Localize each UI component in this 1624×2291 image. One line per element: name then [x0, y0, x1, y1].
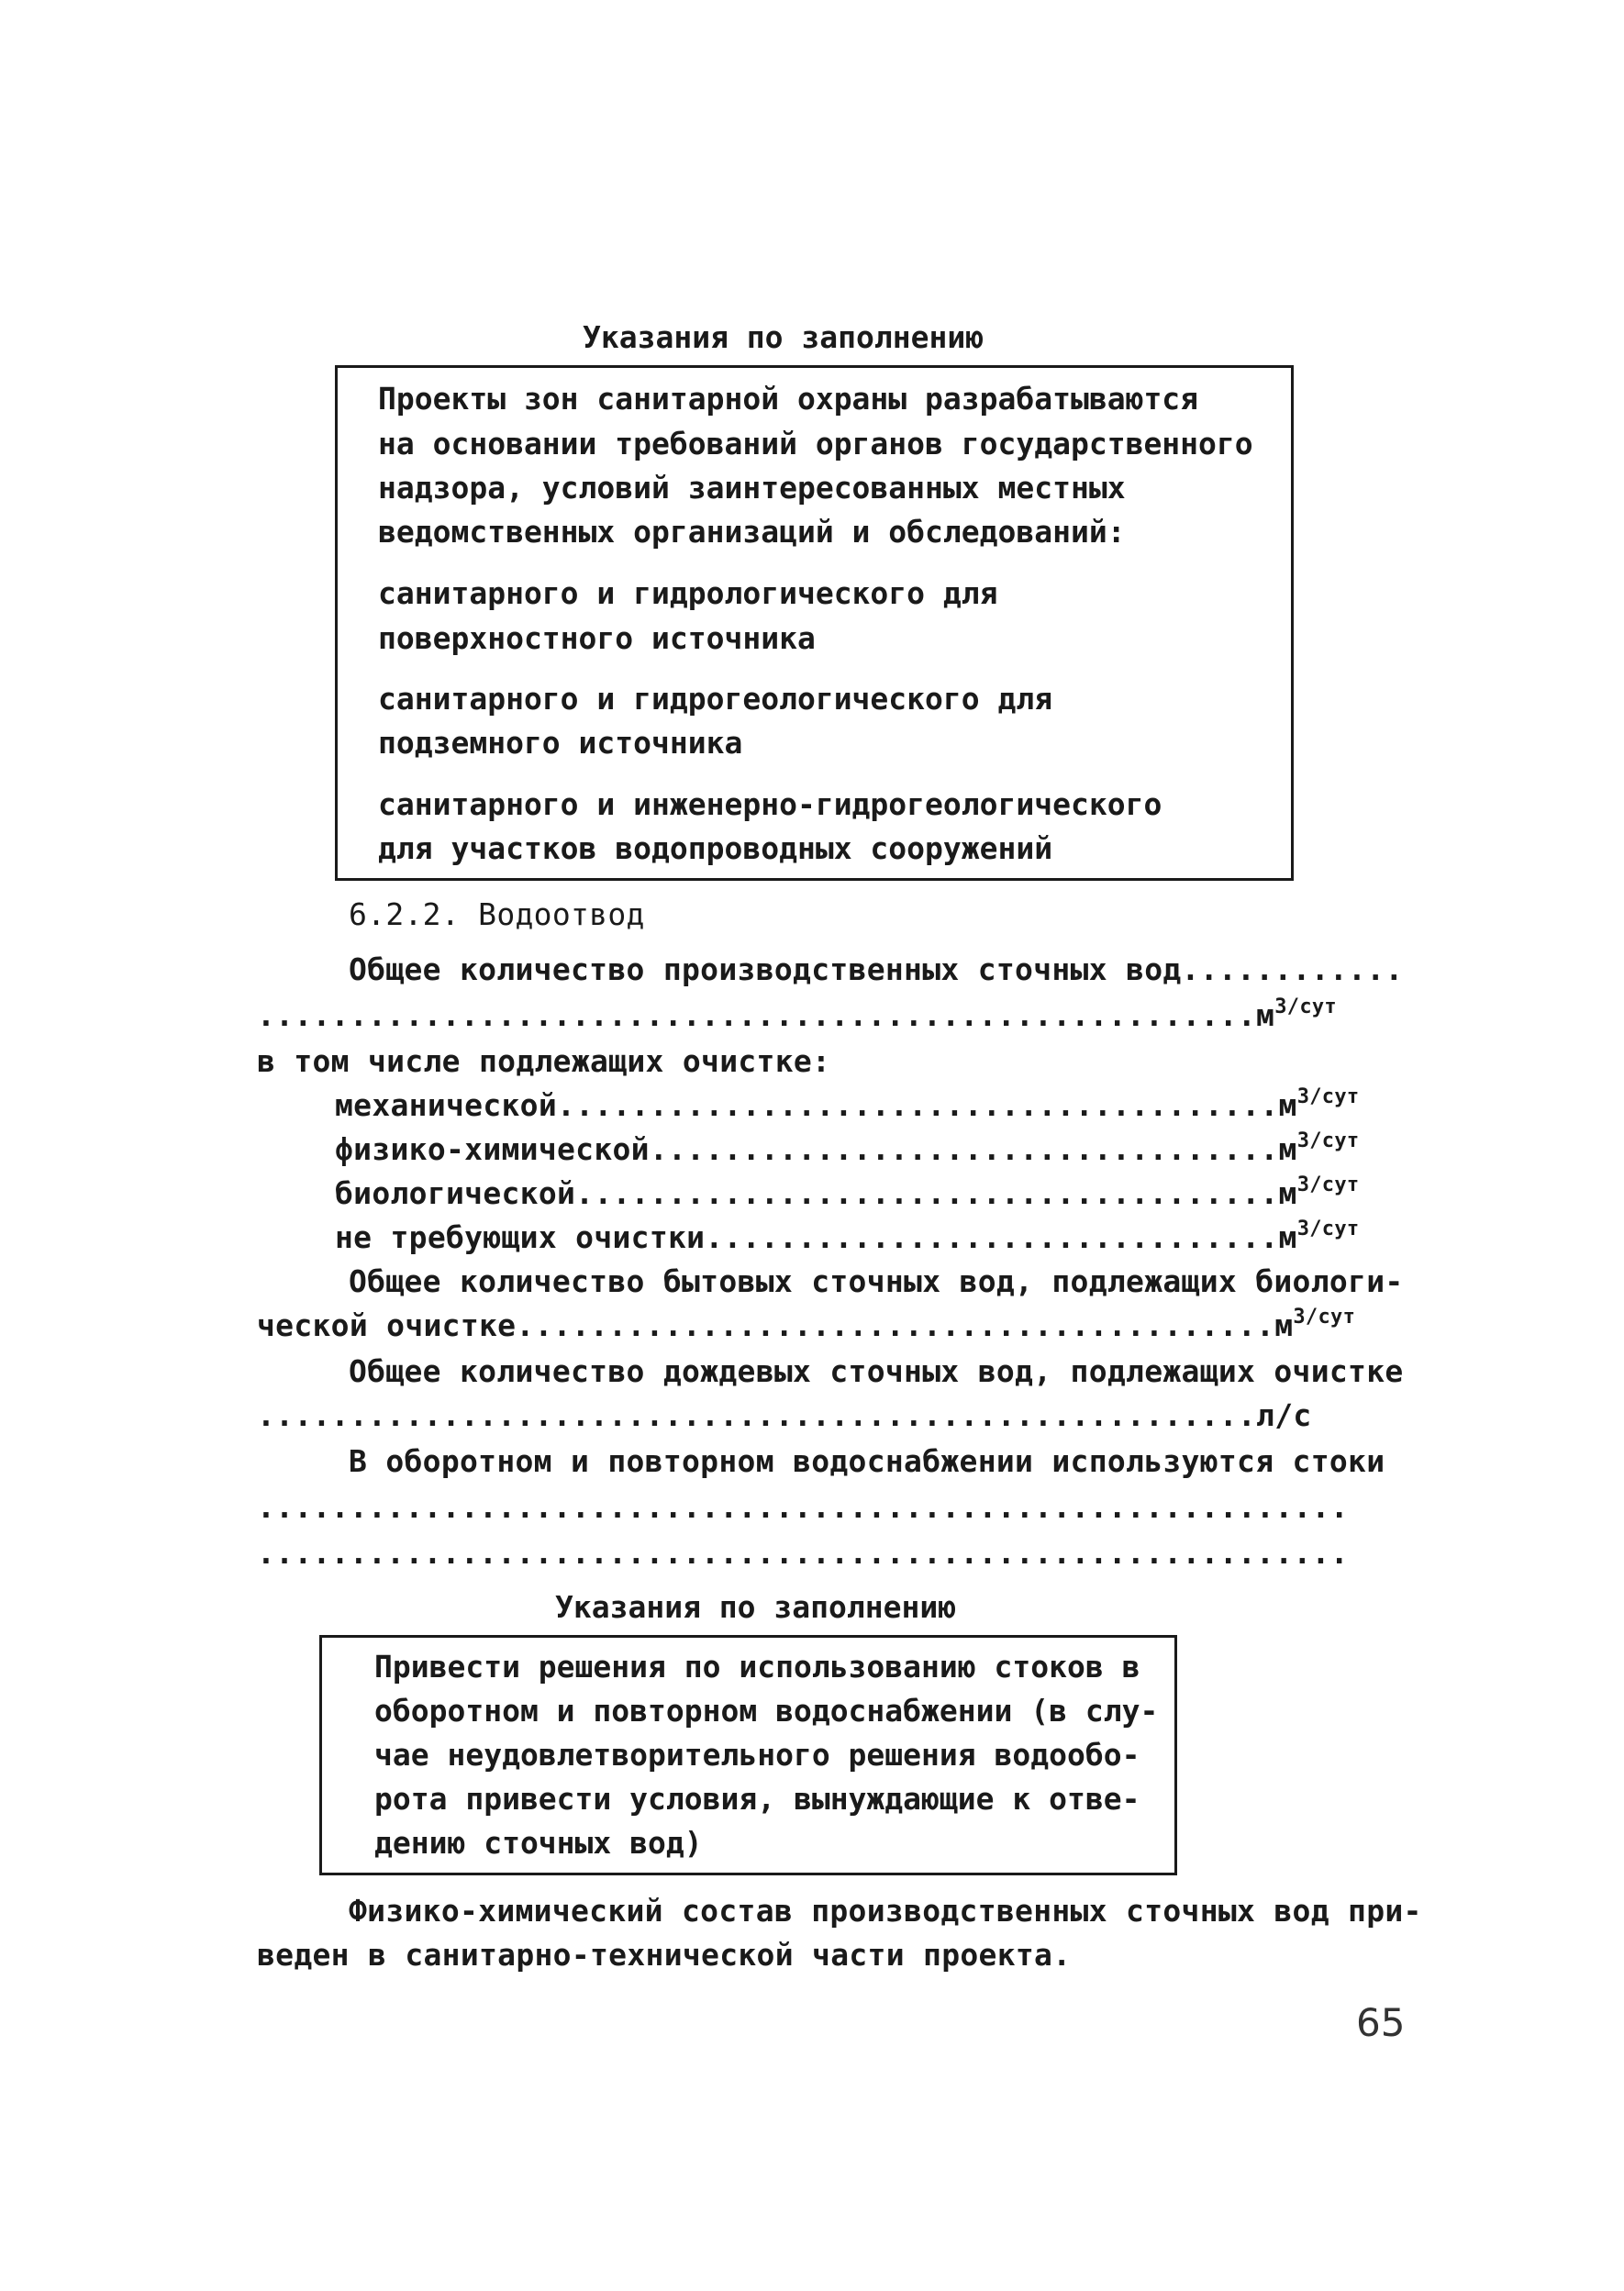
top-instruction-heading: Указания по заполнению [583, 319, 984, 355]
bottom-instruction-line: чае неудовлетворительного решения водообо- [374, 1737, 1140, 1773]
domestic-label: Общее количество бытовых сточных вод, подлежащих биологи- [349, 1263, 1404, 1299]
recycle-label: В оборотном и повторном водоснабжении используются стоки [349, 1443, 1385, 1479]
top-instruction-line: надзора, условий заинтересованных местных [378, 470, 1126, 506]
physchem-field: физико-$химической..................................м^{3/сут}$ [335, 1129, 1360, 1167]
biological-field: $биологической......................................м^{3/сут}$ [335, 1173, 1360, 1211]
top-instruction-line: для участков водопроводных сооружений [378, 830, 1053, 866]
bottom-instruction-heading: Указания по заполнению [555, 1589, 957, 1625]
top-instruction-line: Проекты зон санитарной охраны разрабатываются [378, 381, 1199, 417]
top-instruction-line: поверхностного источника [378, 620, 816, 656]
top-instruction-line: санитарного и инженерно-гидрогеологического [378, 786, 1162, 822]
rain-label: Общее количество дождевых сточных вод, подлежащих очистке [349, 1353, 1404, 1389]
bottom-instruction-line: Привести решения по использованию стоков в [374, 1649, 1140, 1685]
including-label: в том числе подлежащих очистке: [257, 1043, 831, 1079]
top-instruction-line: на основании требований органов государственного [378, 426, 1253, 462]
bottom-instruction-line: оборотном и повторном водоснабжении (в слу- [374, 1693, 1159, 1729]
recycle-field-2: ........................................................... [257, 1535, 1349, 1571]
total-industrial-label: Общее количество производственных сточных вод............ [349, 951, 1404, 987]
domestic-field: ческой $очистке.........................................м^{3/сут}$ [257, 1306, 1356, 1343]
footer-line-2: веден в санитарно-технической части проекта. [257, 1937, 1072, 1973]
section-title: 6.2.2. Водоотвод [349, 896, 645, 932]
top-instruction-line: санитарного и гидрогеологического для [378, 681, 1053, 717]
mechanical-field: $механической.......................................м^{3/сут}$ [335, 1085, 1360, 1123]
bottom-instruction-line: дению сточных вод) [374, 1825, 703, 1861]
footer-line-1: Физико-химический состав производственных сточных вод при- [349, 1893, 1422, 1929]
top-instruction-line: ведомственных организаций и обследований: [378, 514, 1126, 550]
top-instruction-line: санитарного и гидрологического для [378, 575, 998, 611]
top-instruction-line: подземного источника [378, 725, 743, 761]
no-treatment-field: не требующих $очистки...............................м^{3/сут}$ [335, 1218, 1360, 1255]
page-number: 65 [1356, 2000, 1406, 2045]
recycle-field-1: ........................................................... [257, 1489, 1349, 1525]
bottom-instruction-line: рота привести условия, вынуждающие к отве- [374, 1781, 1140, 1817]
total-industrial-field: $......................................................м^{3/сут}$ [257, 995, 1337, 1033]
rain-field: ......................................................л/с [257, 1397, 1312, 1433]
